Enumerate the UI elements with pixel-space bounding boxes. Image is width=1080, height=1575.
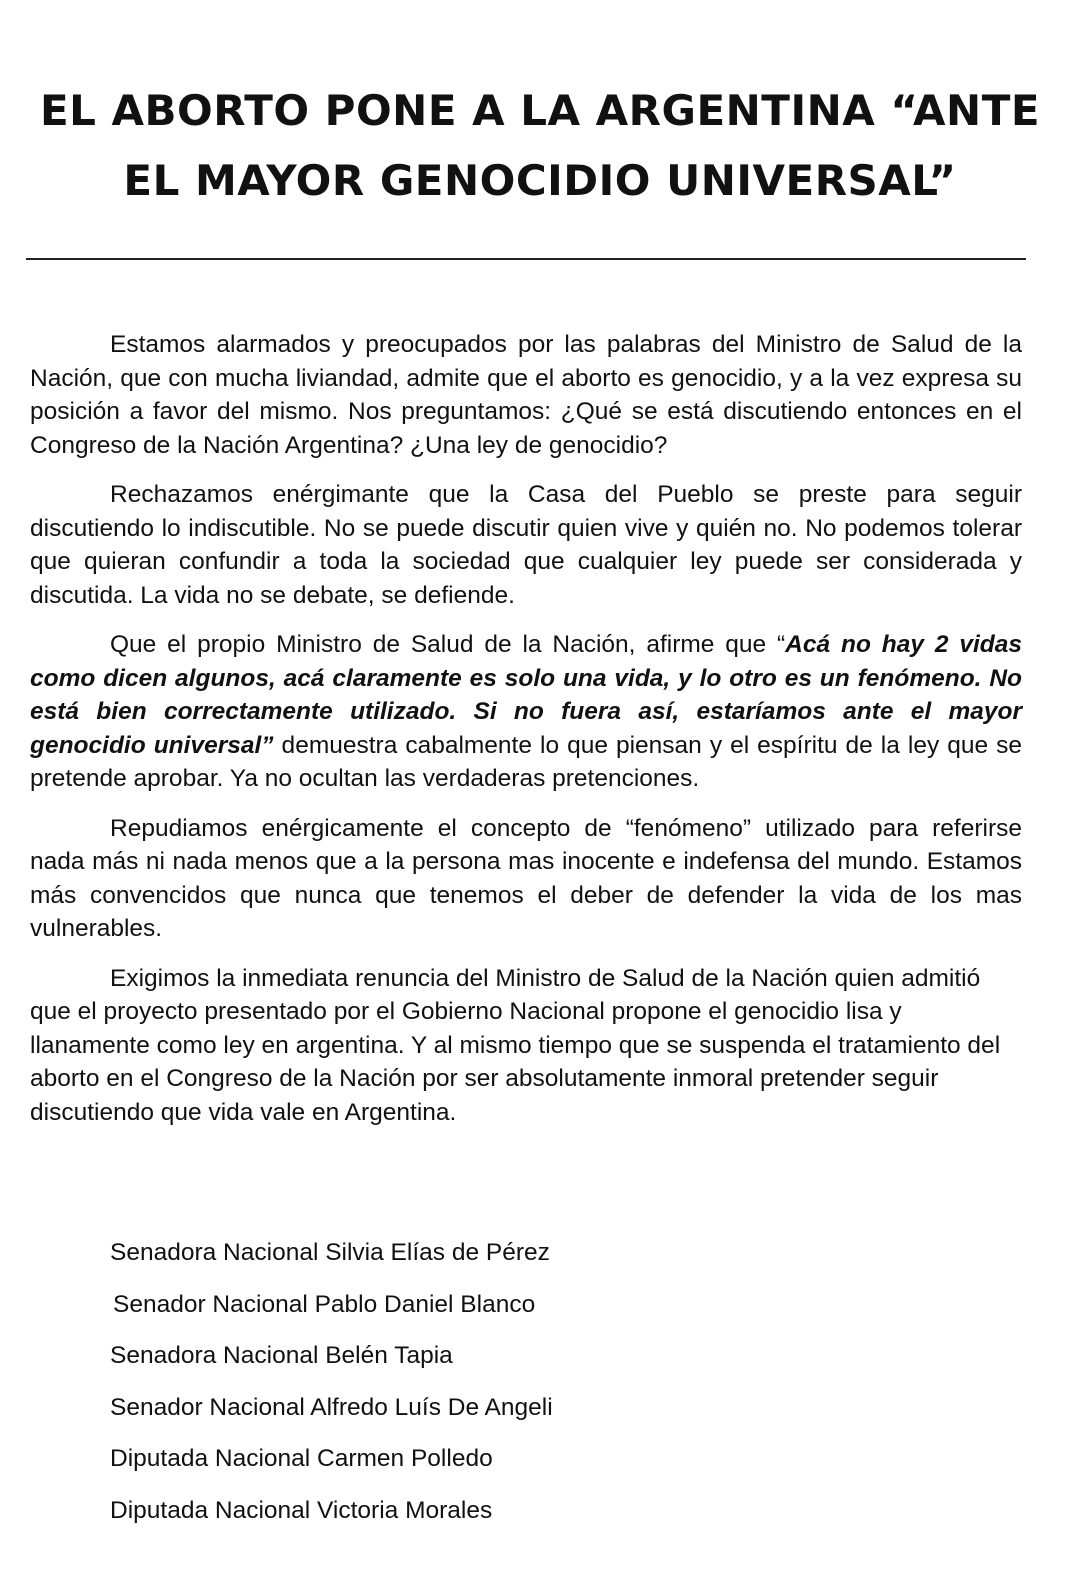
signatory: Diputada Nacional Carmen Polledo <box>110 1445 493 1473</box>
paragraph-5: Exigimos la inmediata renuncia del Ministro de Salud de la Nación quien admitió que el proyecto presentado por el Gobierno Nacional propone el genocidio lisa y llanamente como ley en argentina. Y al mismo tiempo que se suspenda el tratamiento del aborto en el Congreso de la Nación por ser absolutamente inmoral pretender seguir discutiendo que vida vale en Argentina. <box>30 964 1001 1126</box>
paragraph-3-intro: Que el propio Ministro de Salud de la Nación, afirme que “ <box>110 631 786 658</box>
paragraph-2: Rechazamos enérgimante que la Casa del Pueblo se preste para seguir discutiendo lo indiscutible. No se puede discutir quien vive y quién no. No podemos tolerar que quieran confundir a toda la sociedad que cualquier ley puede ser considerada y discutida. La vida no se debate, se defiende. <box>30 481 1022 609</box>
document-body <box>30 328 1022 1145</box>
signatory: Senadora Nacional Belén Tapia <box>110 1342 453 1370</box>
paragraph-3-rest: demuestra cabalmente lo que piensan y el espíritu de la ley que se pretende aprobar. Ya no ocultan las verdaderas pretenciones. <box>30 731 1022 792</box>
paragraph-4: Repudiamos enérgicamente el concepto de “fenómeno” utilizado para referirse nada más ni nada menos que a la persona mas inocente e indefensa del mundo. Estamos más convencidos que nunca que tenemos el deber de defender la vida de los mas vulnerables. <box>30 814 1022 942</box>
minister-quote: Acá no hay 2 vidas como dicen algunos, acá claramente es solo una vida, y lo otro es un fenómeno. No está bien correctamente utilizado. Si no fuera así, estaríamos ante el mayor genocidio universal” <box>30 631 1022 759</box>
paragraph-3 <box>30 628 1022 796</box>
signatory: Diputada Nacional Victoria Morales <box>110 1496 493 1524</box>
title-line-1: EL ABORTO PONE A LA ARGENTINA “ANTE <box>39 86 1041 135</box>
signatories-list <box>110 1236 810 1546</box>
document-title <box>30 76 1050 216</box>
signatory: Senadora Nacional Silvia Elías de Pérez <box>110 1239 550 1266</box>
paragraph-1: Estamos alarmados y preocupados por las palabras del Ministro de Salud de la Nación, que con mucha liviandad, admite que el aborto es genocidio, y a la vez expresa su posición a favor del mismo. Nos preguntamos: ¿Qué se está discutiendo entonces en el Congreso de la Nación Argentina? ¿Una ley de genocidio? <box>30 331 1022 459</box>
title-line-2: EL MAYOR GENOCIDIO UNIVERSAL” <box>123 156 957 205</box>
signatory: Senador Nacional Alfredo Luís De Angeli <box>110 1393 553 1421</box>
title-divider <box>26 258 1026 260</box>
signatory: Senador Nacional Pablo Daniel Blanco <box>113 1290 536 1318</box>
